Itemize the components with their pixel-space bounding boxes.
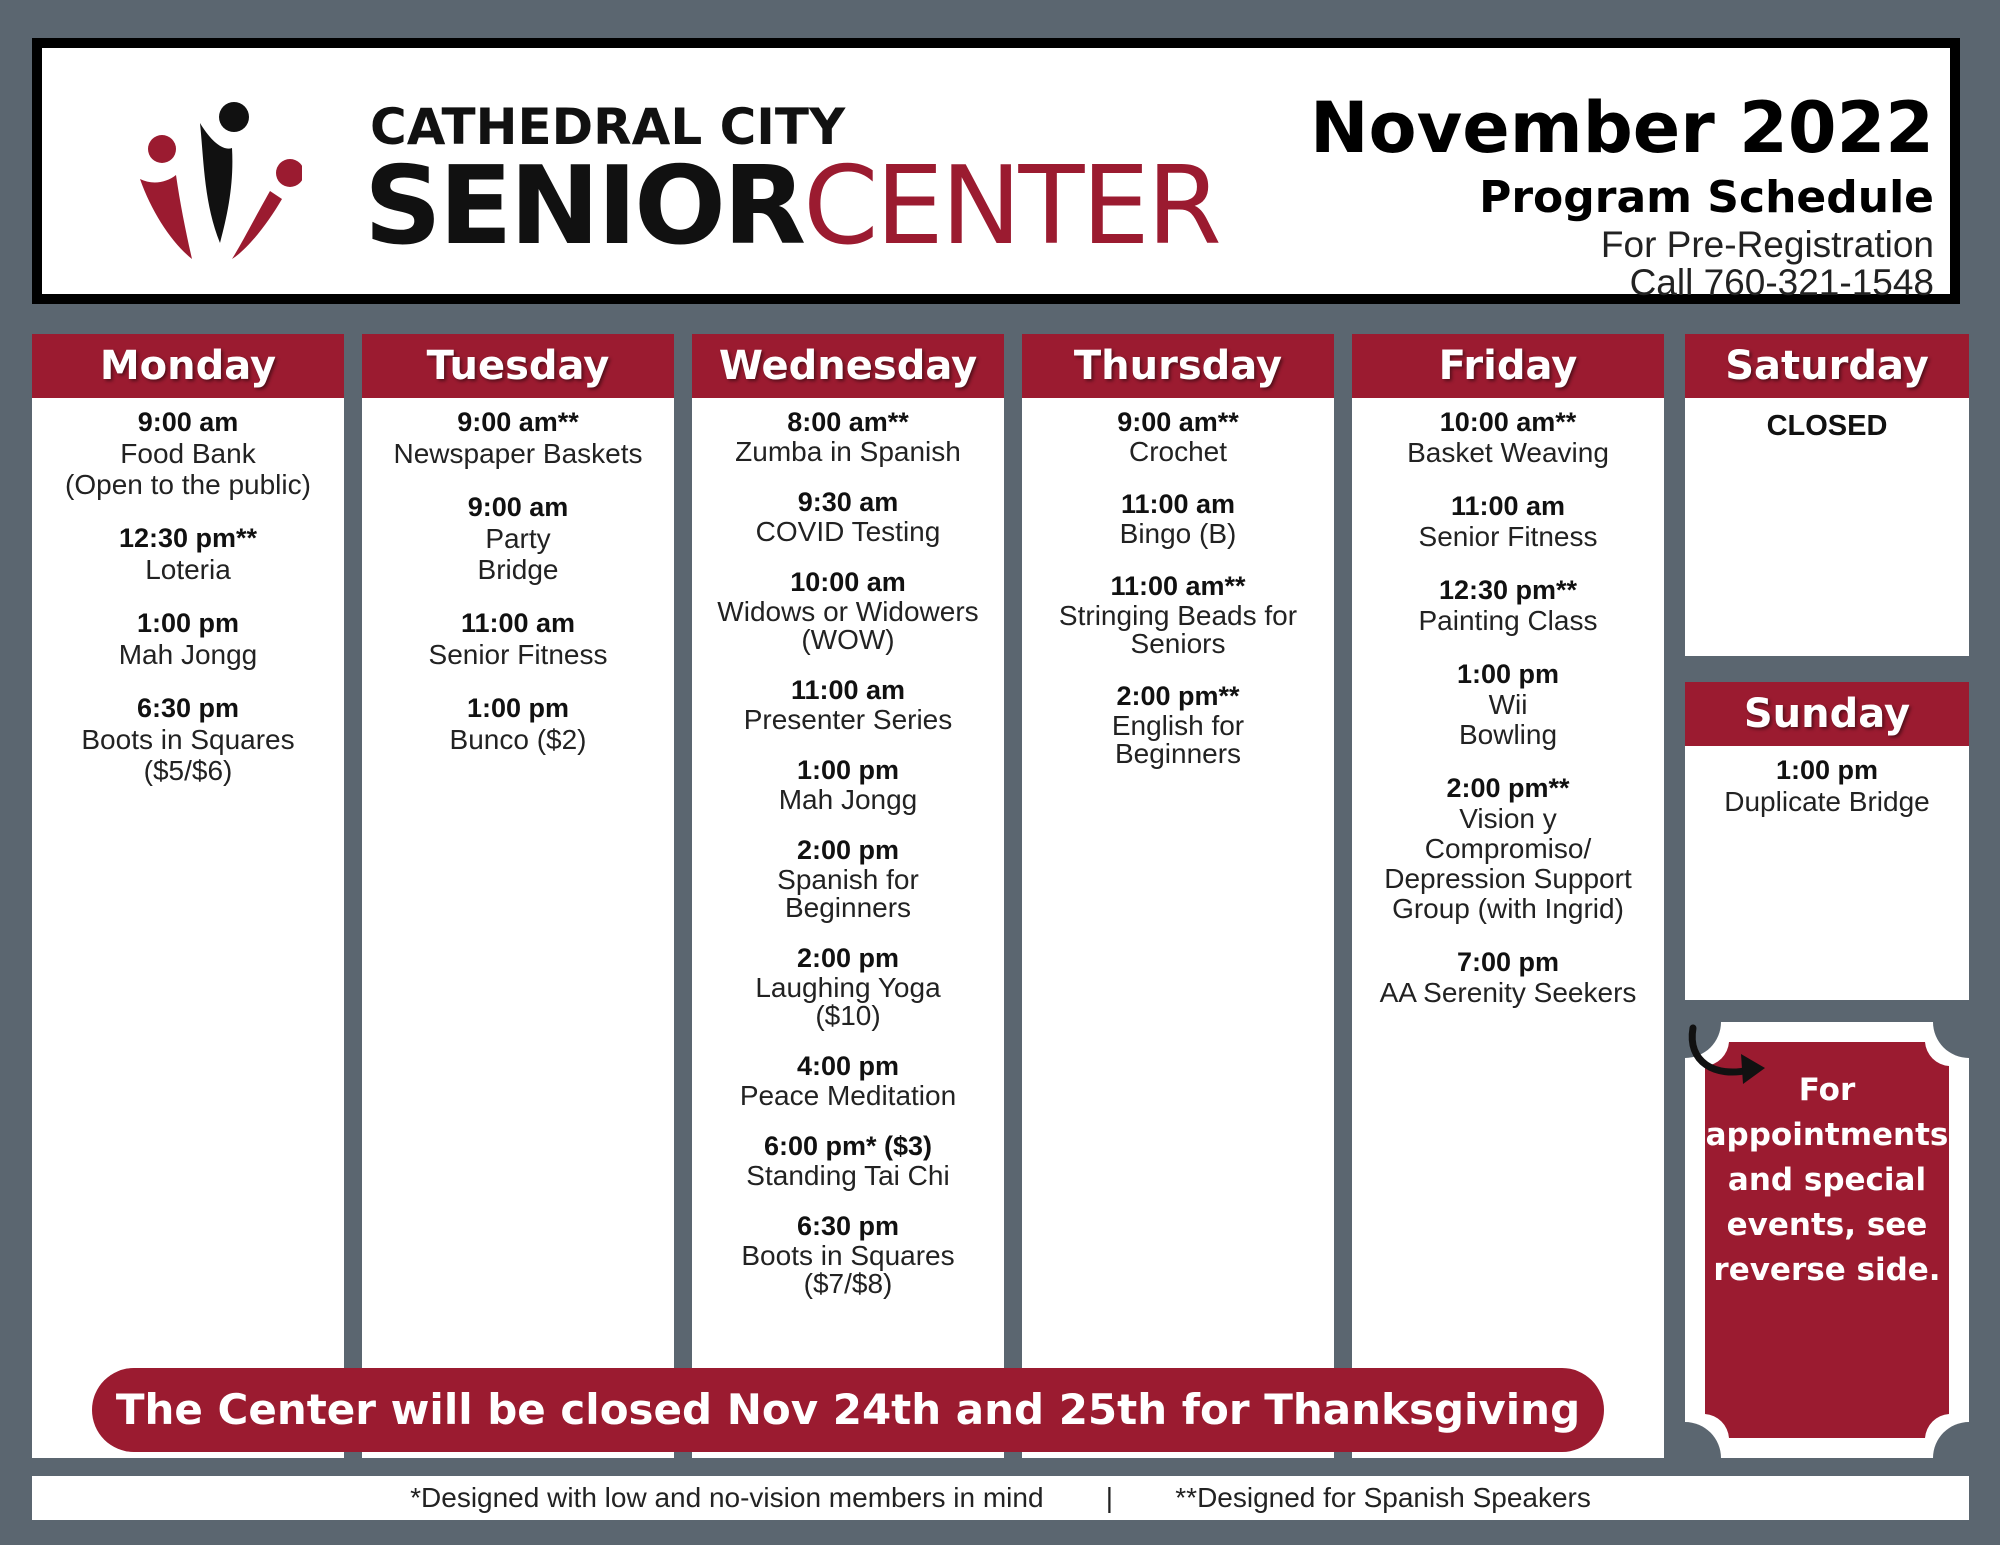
event-title: English for Beginners (1111, 710, 1245, 769)
event-title: Duplicate Bridge (1724, 786, 1930, 817)
event-title: Laughing Yoga ($10) (755, 972, 941, 1031)
event-time: 10:00 am (790, 567, 906, 597)
wednesday-column (692, 334, 1004, 1458)
event-title: Newspaper Baskets (393, 438, 643, 469)
brand-line1: CATHEDRAL CITY (370, 98, 846, 156)
friday-events (1352, 398, 1664, 1008)
event (692, 942, 1004, 1030)
event (32, 522, 344, 585)
event-title: Presenter Series (743, 704, 953, 735)
event (362, 692, 674, 755)
event (1352, 658, 1664, 750)
event-time: 10:00 am** (1439, 407, 1577, 437)
event-time: 11:00 am** (1110, 571, 1246, 601)
event-title: COVID Testing (755, 516, 941, 547)
header-info (1310, 86, 1934, 302)
reverse-side-note (1685, 1022, 1969, 1458)
event (362, 406, 674, 469)
footer-low-vision-note: *Designed with low and no-vision members in mind (410, 1482, 1044, 1513)
event-time: 2:00 pm (796, 943, 900, 973)
event (692, 566, 1004, 654)
event-title: Mah Jongg (778, 784, 918, 815)
event-title: Crochet (1128, 436, 1228, 467)
event-title: Mah Jongg (118, 639, 258, 670)
event-title: Vision y Compromiso/ Depression Support Group (with Ingrid) (1384, 803, 1632, 924)
event-title: Wii Bowling (1458, 689, 1558, 750)
wednesday-header: Wednesday (692, 334, 1004, 398)
event-title: Party Bridge (477, 523, 559, 585)
sunday-events (1685, 746, 1969, 817)
event-time: 2:00 pm** (1116, 681, 1240, 711)
event (32, 406, 344, 500)
sunday-header: Sunday (1685, 682, 1969, 746)
event-time: 6:00 pm* ($3) (763, 1131, 933, 1161)
event-time: 1:00 pm (466, 693, 570, 723)
event (362, 491, 674, 585)
brand-name (364, 144, 1219, 269)
event-time: 1:00 pm (796, 755, 900, 785)
event (362, 607, 674, 670)
event-title: Spanish for Beginners (777, 864, 919, 923)
event (692, 834, 1004, 922)
event-time: 2:00 pm (796, 835, 900, 865)
event-time: 11:00 am (460, 608, 576, 638)
event-title: Boots in Squares ($5/$6) (81, 724, 295, 786)
event-time: 12:30 pm** (118, 523, 258, 553)
senior-center-logo-icon (132, 93, 302, 263)
event-title: Senior Fitness (1418, 521, 1598, 552)
event (692, 674, 1004, 734)
event (1352, 574, 1664, 636)
event (1022, 680, 1334, 768)
friday-column (1352, 334, 1664, 1458)
tuesday-header: Tuesday (362, 334, 674, 398)
friday-header: Friday (1352, 334, 1664, 398)
event-title: Standing Tai Chi (746, 1160, 950, 1191)
thursday-header: Thursday (1022, 334, 1334, 398)
event-title: Bingo (B) (1119, 518, 1237, 549)
monday-header: Monday (32, 334, 344, 398)
event-time: 11:00 am (790, 675, 906, 705)
thursday-events (1022, 398, 1334, 768)
event-title: Loteria (145, 554, 231, 585)
event-time: 1:00 pm (1456, 659, 1560, 689)
event-title: Basket Weaving (1407, 437, 1609, 468)
event-time: 9:00 am** (1117, 407, 1239, 437)
event (32, 692, 344, 786)
event (1352, 772, 1664, 924)
event-time: 6:30 pm (796, 1211, 900, 1241)
event (1022, 570, 1334, 658)
event-title: Peace Meditation (739, 1080, 957, 1111)
event-time: 9:30 am (797, 487, 899, 517)
event (1685, 754, 1969, 817)
header (32, 38, 1960, 304)
event-time: 11:00 am (1450, 491, 1566, 521)
saturday-column (1685, 334, 1969, 656)
event-title: Boots in Squares ($7/$8) (741, 1240, 955, 1299)
saturday-header: Saturday (1685, 334, 1969, 398)
monday-events (32, 398, 344, 786)
thanksgiving-closure-banner: The Center will be closed Nov 24th and 25th for Thanksgiving (92, 1368, 1604, 1452)
event-title: Food Bank (Open to the public) (65, 438, 311, 500)
footer-separator: | (1105, 1482, 1114, 1513)
event-time: 6:30 pm (136, 693, 240, 723)
event (692, 1130, 1004, 1190)
event-time: 7:00 pm (1456, 947, 1560, 977)
event (1352, 946, 1664, 1008)
event-time: 11:00 am (1120, 489, 1236, 519)
curved-arrow-icon (1685, 1022, 1775, 1092)
tuesday-column (362, 334, 674, 1458)
tuesday-events (362, 398, 674, 755)
footer-legend (32, 1476, 1969, 1520)
event-title: Painting Class (1418, 605, 1598, 636)
sunday-column (1685, 682, 1969, 1000)
monday-column (32, 334, 344, 1458)
event-time: 2:00 pm** (1446, 773, 1570, 803)
event (1022, 406, 1334, 466)
event-time: 12:30 pm** (1438, 575, 1578, 605)
event (692, 754, 1004, 814)
event-time: 9:00 am (137, 407, 239, 437)
saturday-closed-status: CLOSED (1766, 410, 1888, 442)
brand-senior: SENIOR (364, 144, 804, 269)
prereg-phone: Call 760-321-1548 (1629, 262, 1934, 303)
event-time: 1:00 pm (136, 608, 240, 638)
thursday-column (1022, 334, 1334, 1458)
event (692, 406, 1004, 466)
event-title: Bunco ($2) (449, 724, 587, 755)
event-title: Widows or Widowers (WOW) (717, 596, 979, 655)
event-title: AA Serenity Seekers (1379, 977, 1637, 1008)
event (692, 1050, 1004, 1110)
event-title: Zumba in Spanish (735, 436, 961, 467)
event-time: 8:00 am** (787, 407, 909, 437)
event (32, 607, 344, 670)
event (692, 486, 1004, 546)
event-time: 9:00 am (467, 492, 569, 522)
prereg-line1: For Pre-Registration (1600, 224, 1934, 265)
event-time: 4:00 pm (796, 1051, 900, 1081)
schedule-subtitle: Program Schedule (1479, 172, 1934, 223)
reverse-side-text: For appointments and special events, see reverse side. (1705, 1072, 1949, 1288)
event (1352, 406, 1664, 468)
event-time: 9:00 am** (457, 407, 579, 437)
month-title: November 2022 (1309, 87, 1934, 169)
event (692, 1210, 1004, 1298)
wednesday-events (692, 398, 1004, 1298)
event (1022, 488, 1334, 548)
event-title: Stringing Beads for Seniors (1058, 600, 1298, 659)
brand-center: CENTER (803, 144, 1219, 269)
footer-spanish-note: **Designed for Spanish Speakers (1175, 1482, 1591, 1513)
event (1352, 490, 1664, 552)
event-time: 1:00 pm (1775, 755, 1879, 785)
event-title: Senior Fitness (428, 639, 608, 670)
